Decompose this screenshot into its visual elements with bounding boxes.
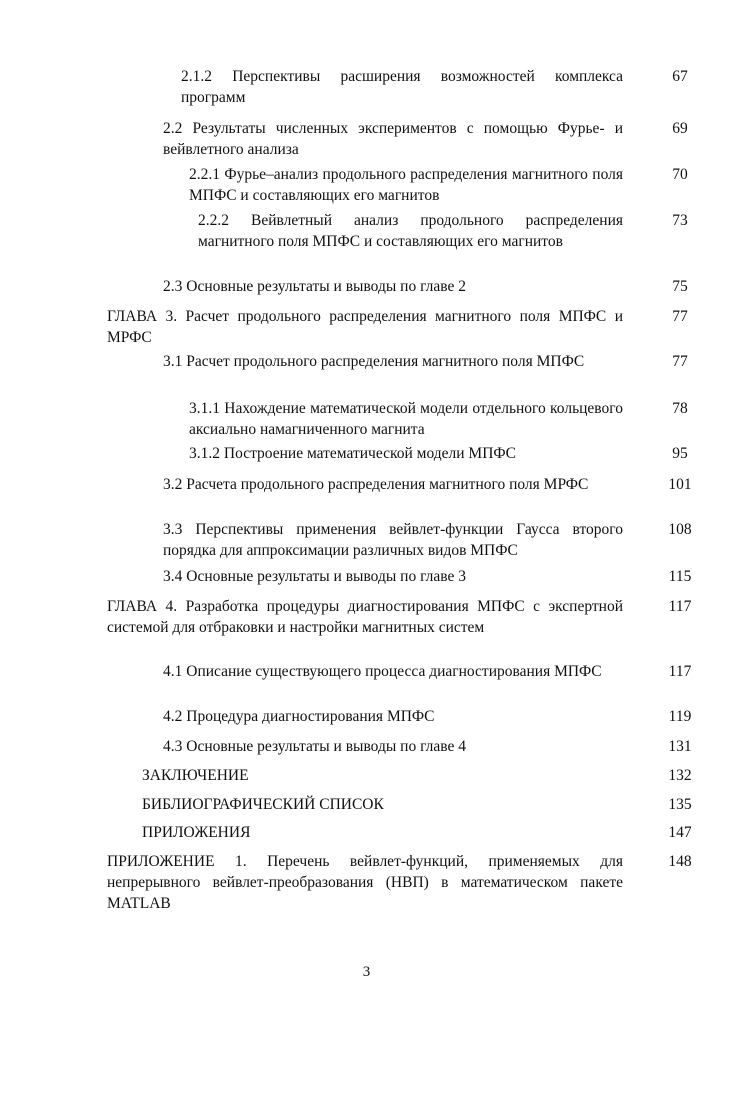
toc-entry-title: ГЛАВА 4. Разработка процедуры диагностирования МПФС с экспертной системой для отбраковки и настройки магнитных систем [107,598,623,636]
toc-entry-page: 119 [668,708,692,725]
toc-entry-title: 3.1.1 Нахождение математической модели отдельного кольцевого аксиально намагниченного магнита [189,400,623,438]
toc-entry-title: 3.1.2 Построение математической модели МПФС [189,445,516,462]
toc-entry-title: 3.3 Перспективы применения вейвлет-функции Гаусса второго порядка для аппроксимации различных видов МПФС [163,521,623,559]
toc-entry-page: 135 [668,796,692,813]
toc-entry-page: 117 [668,663,692,680]
toc-entry-title: 3.1 Расчет продольного распределения магнитного поля МПФС [163,353,585,370]
toc-entry-page: 108 [668,521,692,538]
toc-entry-page: 147 [668,824,692,841]
toc-entry-page: 73 [672,212,688,229]
toc-entry-page: 117 [668,598,692,615]
toc-entry-title: 3.4 Основные результаты и выводы по главе 3 [163,568,466,585]
toc-entry-title: БИБЛИОГРАФИЧЕСКИЙ СПИСОК [142,796,384,813]
toc-entry-page: 95 [672,445,688,462]
toc-entry-page: 67 [672,68,688,85]
toc-entry-page: 70 [672,166,688,183]
toc-entry-page: 78 [672,400,688,417]
toc-entry-page: 77 [672,353,688,370]
toc-entry-title: ЗАКЛЮЧЕНИЕ [142,767,249,784]
toc-entry-title: ПРИЛОЖЕНИЯ [142,824,251,841]
toc-entry-title: ГЛАВА 3. Расчет продольного распределения магнитного поля МПФС и МРФС [107,308,623,346]
page-number: 3 [362,964,371,980]
toc-entry-title: 2.1.2 Перспективы расширения возможностей комплекса программ [181,68,623,106]
toc-entry-title: 4.1 Описание существующего процесса диагностирования МПФС [163,663,602,680]
toc-entry-title: 3.2 Расчета продольного распределения магнитного поля МРФС [163,476,589,493]
toc-entry-title: ПРИЛОЖЕНИЕ 1. Перечень вейвлет-функций, применяемых для непрерывного вейвлет-преобразования (НВП) в математическом пакете MATLAB [107,853,623,912]
toc-entry-page: 77 [672,308,688,325]
toc-entry-page: 131 [668,738,692,755]
toc-entry-title: 2.2 Результаты численных экспериментов с помощью Фурье- и вейвлетного анализа [163,120,623,158]
toc-entry-page: 75 [672,278,688,295]
toc-entry-title: 4.2 Процедура диагностирования МПФС [163,708,435,725]
toc-entry-title: 2.2.2 Вейвлетный анализ продольного распределения магнитного поля МПФС и составляющих его магнитов [198,212,623,250]
toc-entry-page: 101 [668,476,692,493]
toc-entry-page: 69 [672,120,688,137]
toc-entry-page: 132 [668,767,692,784]
toc-entry-title: 2.3 Основные результаты и выводы по главе 2 [163,278,466,295]
toc-entry-title: 2.2.1 Фурье–анализ продольного распределения магнитного поля МПФС и составляющих его магнитов [189,166,623,204]
toc-entry-page: 115 [668,568,692,585]
toc-entry-page: 148 [668,853,692,870]
toc-entry-title: 4.3 Основные результаты и выводы по главе 4 [163,738,466,755]
